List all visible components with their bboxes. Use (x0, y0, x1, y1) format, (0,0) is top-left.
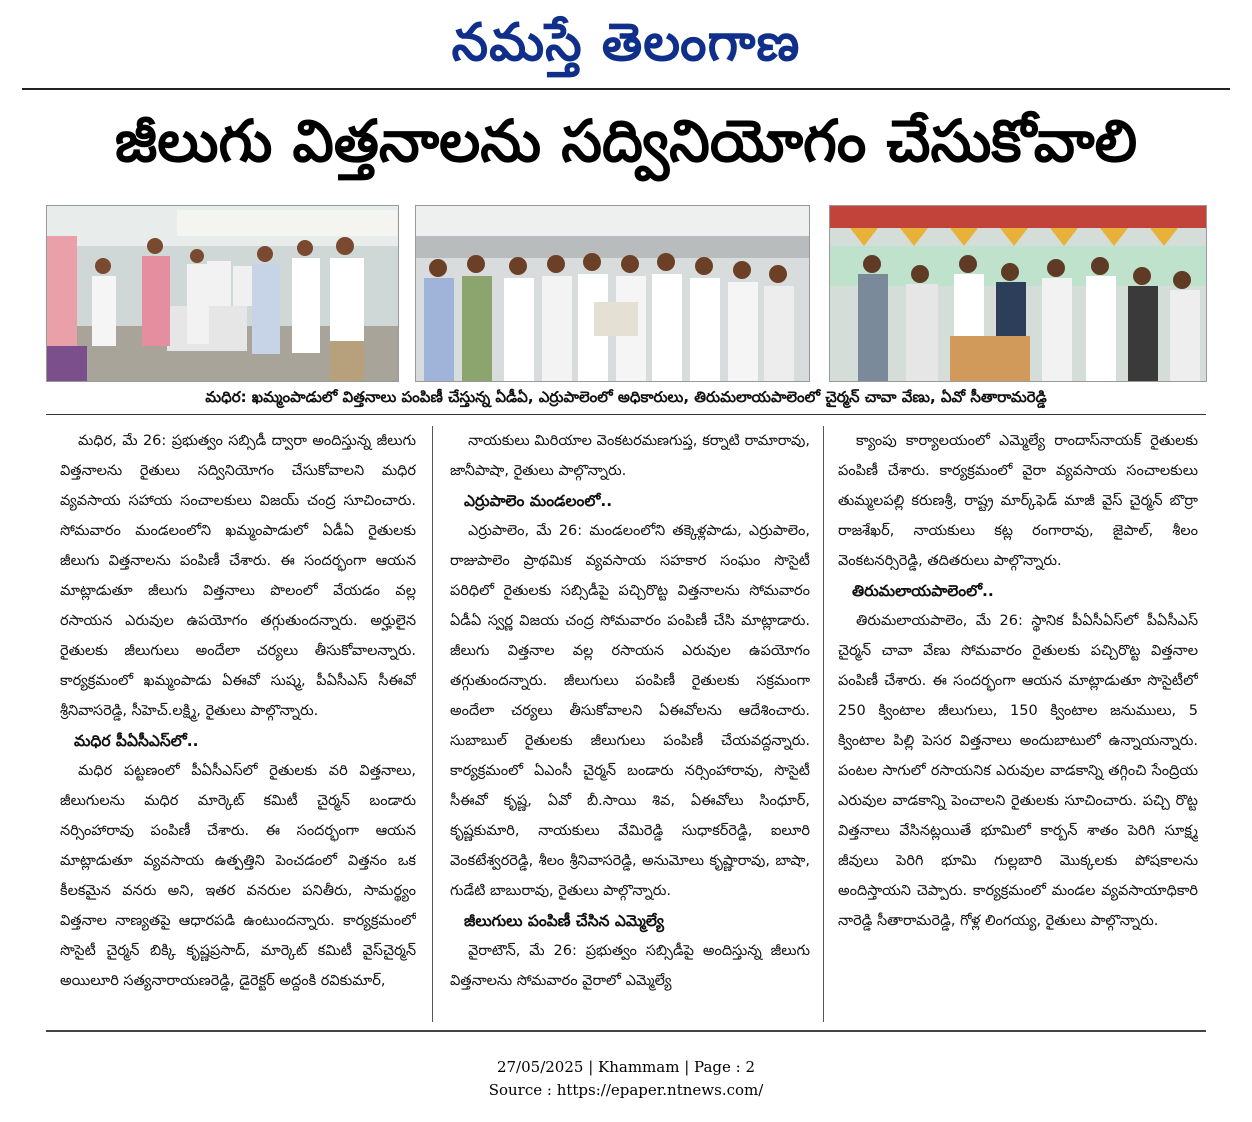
photo-errupalem (415, 205, 810, 382)
photo-caption: మధిర: ఖమ్మంపాడులో విత్తనాలు పంపిణీ చేస్తున్న ఏడీఏ, ఎర్రుపాలెంలో అధికారులు, తిరుమలాయపాలెంలో చైర్మన్ చావా వేణు, ఏవో సీతారామరెడ్డి (205, 388, 1047, 406)
photo-khammampadu-image (47, 206, 398, 381)
subhead-madhira-pacs: మధిర పీఏసీఎస్‌లో.. (74, 732, 199, 750)
photo-tirumalayapalem (829, 205, 1207, 382)
article-headline: జీలుగు విత్తనాలను సద్వినియోగం చేసుకోవాలి (114, 107, 1138, 175)
photo-tirumalayapalem-image (830, 206, 1206, 381)
column-2-paragraph-3: వైరాటౌన్, మే 26: ప్రభుత్వం సబ్సిడీపై అందిస్తున్న జీలుగు విత్తనాలను సోమవారం వైరాలో ఎమ్మెల్యే (450, 943, 810, 989)
article-column-1 (60, 426, 416, 1026)
column-1-paragraph-2: మధిర పట్టణంలో పీఏసీఎస్‌లో రైతులకు వరి విత్తనాలు, జీలుగులను మధిర మార్కెట్ కమిటీ చైర్మన్ బండారు నర్సింహారావు పంపిణీ చేశారు. ఈ సందర్భంగా ఆయన మాట్లాడుతూ వ్యవసాయ ఉత్పత్తిని పెంచడంలో విత్తనం ఒక కీలకమైన వనరు అని, ఇతర వనరుల పనితీరు, సామర్థ్యం విత్తనాల నాణ్యతపై ఆధారపడి ఉంటుందన్నారు. కార్యక్రమంలో సొసైటీ చైర్మన్ బిక్కి కృష్ణప్రసాద్, మార్కెట్ కమిటీ వైస్‌చైర్మన్ అయిలూరి సత్యనారాయణరెడ్డి, డైరెక్టర్ అద్దంకి రవికుమార్, (60, 763, 416, 989)
subhead-tirumalayapalem: తిరుమలాయపాలెంలో.. (852, 582, 994, 600)
masthead-logo: నమస్తే తెలంగాణ (451, 12, 801, 73)
column-1-paragraph-1: మధిర, మే 26: ప్రభుత్వం సబ్సిడీ ద్వారా అందిస్తున్న జీలుగు విత్తనాలను రైతులు సద్వినియోగం చేసుకోవాలని మధిర వ్యవసాయ సహాయ సంచాలకులు విజయ్ చంద్ర సూచించారు. సోమవారం మండలంలోని ఖమ్మంపాడులో ఏడీఏ రైతులకు జీలుగు విత్తనాలను పంపిణీ చేశారు. ఈ సందర్భంగా ఆయన మాట్లాడుతూ జీలుగు విత్తనాలు పొలంలో వేయడం వల్ల రసాయన ఎరువుల ఉపయోగం తగ్గుతుందన్నారు. అర్హులైన రైతులకు జీలుగులు అందేలా చర్యలు తీసుకోవాలన్నారు. కార్యక్రమంలో ఖమ్మంపాడు ఏఈవో సుష్మ, పీఏసీఎస్ సీఈవో శ్రీనివాసరెడ్డి, సీహెచ్.లక్ష్మి, రైతులు పాల్గొన్నారు. (60, 433, 416, 719)
caption-divider (46, 414, 1206, 415)
masthead-divider (22, 88, 1230, 90)
column-3-paragraph-2: తిరుమలాయపాలెం, మే 26: స్థానిక పీఏసీఏస్‌లో పీఏసీఎస్ చైర్మన్ చావా వేణు సోమవారం రైతులకు పచ్చిరొట్ట విత్తనాల పంపిణీ చేశారు. ఈ సందర్భంగా ఆయన మాట్లాడుతూ సొసైటీలో 250 క్వింటాల జీలుగులు, 150 క్వింటాల జనుములు, 5 క్వింటాల పిల్లి పెసర విత్తనాలు అందుబాటులో ఉన్నాయన్నారు. పంటల సాగులో రసాయనిక ఎరువుల వాడకాన్ని తగ్గించి సేంద్రియ ఎరువుల వాడకాన్ని పెంచాలని రైతులకు సూచించారు. పచ్చి రొట్ట విత్తనాలు వేసినట్లయితే భూమిలో కార్బన్ శాతం పెరిగి సూక్ష్మ జీవులు పెరిగి భూమి గుల్లబారి మొక్కలకు పోషకాలను అందిస్తాయని చెప్పారు. కార్యక్రమంలో మండల వ్యవసాయాధికారి నారెడ్డి సీతారామరెడ్డి, గోళ్ల లింగయ్య, రైతులు పాల్గొన్నారు. (838, 613, 1198, 929)
subhead-mla-distribution: జీలుగులు పంపిణీ చేసిన ఎమ్మెల్యే (464, 912, 665, 930)
footer-source-link[interactable]: Source : https://epaper.ntnews.com/ (488, 1081, 764, 1099)
column-divider-2 (823, 426, 824, 1022)
column-divider-1 (432, 426, 433, 1022)
photo-errupalem-image (416, 206, 809, 381)
column-2-paragraph-2: ఎర్రుపాలెం, మే 26: మండలంలోని తక్కెళ్లపాడు, ఎర్రుపాలెం, రాజుపాలెం ప్రాథమిక వ్యవసాయ సహకార సంఘం సొసైటీ పరిధిలో రైతులకు సబ్సిడీపై పచ్చిరొట్ట విత్తనాలను సోమవారం ఏడీఏ స్వర్ణ విజయ చంద్ర సోమవారం పంపిణీ చేసి మాట్లాడారు. జీలుగు విత్తనాల వల్ల రసాయన ఎరువుల ఉపయోగం తగ్గుతుందన్నారు. జీలుగులు పంపిణీ రైతులకు సక్రమంగా అందేలా చర్యలు తీసుకోవాలని ఏఈవోలను ఆదేశించారు. సుబాబుల్ రైతులకు జీలుగులు పంపిణీ చేయవద్దన్నారు. కార్యక్రమంలో ఏఎంసీ చైర్మన్ బండారు నర్సింహారావు, సొసైటీ సీఈవో కృష్ణ, ఏవో బీ.సాయి శివ, ఏఈవోలు సింధూర్, కృష్ణకుమారి, నాయకులు వేమిరెడ్డి సుధాకర్‌రెడ్డి, ఐలూరి వెంకటేశ్వరరెడ్డి, శీలం శ్రీనివాసరెడ్డి, అనుమోలు కృష్ణారావు, బాషా, గుడేటి బాబురావు, రైతులు పాల్గొన్నారు. (450, 523, 810, 899)
article-column-3 (838, 426, 1198, 1026)
article-column-2 (450, 426, 810, 1026)
footer-edition-info: 27/05/2025 | Khammam | Page : 2 (496, 1058, 756, 1076)
subhead-errupalem: ఎర్రుపాలెం మండలంలో.. (464, 492, 613, 510)
column-3-paragraph-1: క్యాంపు కార్యాలయంలో ఎమ్మెల్యే రాందాస్‌నాయక్ రైతులకు పంపిణీ చేశారు. కార్యక్రమంలో వైరా వ్యవసాయ సంచాలకులు తుమ్మలపల్లి కరుణశ్రీ, రాష్ట్ర మార్క్‌ఫెడ్ మాజీ వైస్ చైర్మన్ బొర్రా రాజశేఖర్, నాయకులు కట్ల రంగారావు, జైపాల్, శీలం వెంకటనర్సిరెడ్డి, తదితరులు పాల్గొన్నారు. (838, 433, 1198, 569)
photo-khammampadu (46, 205, 399, 382)
article-bottom-rule (46, 1030, 1206, 1032)
column-2-paragraph-1: నాయకులు మిరియాల వెంకటరమణగుప్త, కర్నాటి రామారావు, జానీపాషా, రైతులు పాల్గొన్నారు. (450, 433, 810, 479)
